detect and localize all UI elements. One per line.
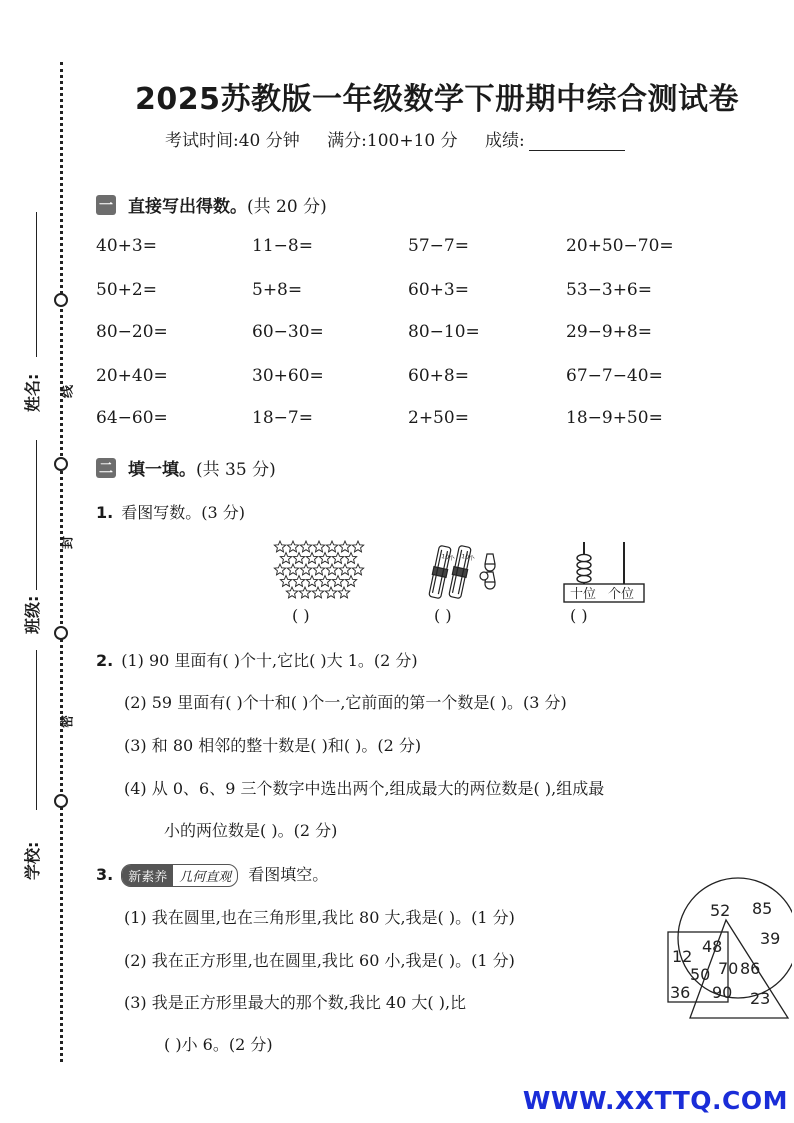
star-icon	[313, 541, 324, 552]
calc-item[interactable]: 5+8=	[252, 280, 303, 300]
calc-item[interactable]: 50+2=	[96, 280, 157, 300]
abacus-figure	[560, 538, 648, 608]
q3-line	[96, 862, 328, 887]
venn-num: 36	[670, 983, 691, 1002]
star-icon	[326, 564, 337, 575]
star-icon	[300, 564, 311, 575]
section-1-badge: 一	[96, 195, 116, 215]
q2-sub-1[interactable]: (1) 90 里面有( )个十,它比( )大 1。(2 分)	[121, 651, 418, 670]
section-2-points: (共 35 分)	[196, 460, 276, 480]
star-icon	[274, 541, 285, 552]
q3-tag-b: 几何直观	[179, 870, 232, 885]
q3-tag-a: 新素养	[122, 865, 173, 886]
venn-num: 52	[710, 901, 731, 920]
calc-item[interactable]: 57−7=	[408, 236, 469, 256]
section-2-header	[96, 455, 276, 480]
calc-item[interactable]: 20+50−70=	[566, 236, 674, 256]
calc-item[interactable]: 2+50=	[408, 408, 469, 428]
abacus-tens-label: 十位	[570, 587, 597, 602]
bundles-figure	[424, 540, 508, 604]
q3-number: 3.	[96, 865, 114, 884]
q1-number: 1.	[96, 503, 114, 522]
calc-item[interactable]: 11−8=	[252, 236, 313, 256]
star-icon	[352, 564, 363, 575]
star-icon	[300, 541, 311, 552]
star-icon	[345, 576, 356, 587]
star-icon	[319, 553, 330, 564]
bundle-label: 10个	[440, 552, 456, 563]
q3-text: 看图填空。	[248, 865, 329, 884]
binding-dotted-line	[60, 62, 63, 1062]
venn-num: 85	[752, 899, 773, 918]
q2-line-5[interactable]: 小的两位数是( )。(2 分)	[164, 821, 338, 840]
section-1-header	[96, 192, 327, 217]
star-icon	[312, 587, 323, 598]
q3-line-4[interactable]: ( )小 6。(2 分)	[164, 1035, 273, 1054]
star-icon	[325, 587, 336, 598]
calc-item[interactable]: 60+8=	[408, 366, 469, 386]
q3-line-2[interactable]: (2) 我在正方形里,也在圆里,我比 60 小,我是( )。(1 分)	[124, 951, 515, 970]
star-icon	[338, 587, 349, 598]
calc-item[interactable]: 67−7−40=	[566, 366, 663, 386]
seal-char-line: 线	[60, 385, 76, 399]
name-field-line[interactable]	[36, 212, 37, 357]
stars-answer-blank[interactable]: ( )	[292, 606, 310, 625]
venn-num: 12	[672, 947, 693, 966]
calc-item[interactable]: 60−30=	[252, 322, 324, 342]
q3-tag	[121, 864, 238, 887]
calc-item[interactable]: 18−9+50=	[566, 408, 663, 428]
calc-item[interactable]: 80−20=	[96, 322, 168, 342]
school-field-line[interactable]	[36, 650, 37, 810]
q3-line-3[interactable]: (3) 我是正方形里最大的那个数,我比 40 大( ),比	[124, 993, 467, 1012]
score-label: 成绩:	[485, 131, 525, 151]
section-1-points: (共 20 分)	[247, 197, 327, 217]
venn-num: 90	[712, 983, 733, 1002]
abacus-answer-blank[interactable]: ( )	[570, 606, 588, 625]
calc-item[interactable]: 60+3=	[408, 280, 469, 300]
q1-line	[96, 500, 245, 523]
venn-num: 48	[702, 937, 723, 956]
star-icon	[286, 587, 297, 598]
school-field-label: 学校:	[23, 841, 42, 880]
venn-num: 50	[690, 965, 711, 984]
name-field-label: 姓名:	[23, 373, 42, 412]
venn-num: 70	[718, 959, 739, 978]
star-icon	[332, 576, 343, 587]
star-icon	[306, 576, 317, 587]
calc-item[interactable]: 20+40=	[96, 366, 168, 386]
section-2-title: 填一填。	[128, 460, 196, 480]
seal-char-seal: 封	[60, 536, 76, 550]
star-icon	[319, 576, 330, 587]
calc-item[interactable]: 80−10=	[408, 322, 480, 342]
q2-number: 2.	[96, 651, 114, 670]
calc-item[interactable]: 64−60=	[96, 408, 168, 428]
score-blank[interactable]	[529, 133, 625, 151]
q2-line-1	[96, 648, 418, 671]
star-icon	[352, 541, 363, 552]
q2-line-3[interactable]: (3) 和 80 相邻的整十数是( )和( )。(2 分)	[124, 736, 422, 755]
calc-item[interactable]: 40+3=	[96, 236, 157, 256]
star-icon	[274, 564, 285, 575]
venn-num: 39	[760, 929, 781, 948]
venn-figure	[664, 876, 792, 1022]
q2-line-4[interactable]: (4) 从 0、6、9 三个数字中选出两个,组成最大的两位数是( ),组成最	[124, 779, 605, 798]
q3-line-1[interactable]: (1) 我在圆里,也在三角形里,我比 80 大,我是( )。(1 分)	[124, 908, 515, 927]
star-icon	[293, 576, 304, 587]
exam-info	[165, 126, 647, 151]
stars-figure	[272, 540, 382, 602]
exam-time: 考试时间:40 分钟	[165, 131, 300, 151]
calc-item[interactable]: 18−7=	[252, 408, 313, 428]
binding-hole	[54, 794, 68, 808]
star-icon	[280, 553, 291, 564]
abacus-ones-label: 个位	[608, 587, 635, 602]
star-icon	[326, 541, 337, 552]
calc-item[interactable]: 53−3+6=	[566, 280, 652, 300]
star-icon	[339, 564, 350, 575]
star-icon	[339, 541, 350, 552]
exam-full-score: 满分:100+10 分	[327, 131, 458, 151]
star-icon	[293, 553, 304, 564]
star-icon	[313, 564, 324, 575]
bundles-answer-blank[interactable]: ( )	[434, 606, 452, 625]
binding-hole	[54, 626, 68, 640]
seal-char-secret: 密	[60, 715, 76, 729]
star-icon	[280, 576, 291, 587]
bundle-label: 10个	[460, 552, 476, 563]
star-icon	[299, 587, 310, 598]
star-icon	[332, 553, 343, 564]
binding-hole	[54, 457, 68, 471]
section-2-badge: 二	[96, 458, 116, 478]
venn-num: 23	[750, 989, 771, 1008]
star-icon	[345, 553, 356, 564]
q2-line-2[interactable]: (2) 59 里面有( )个十和( )个一,它前面的第一个数是( )。(3 分)	[124, 693, 567, 712]
star-icon	[306, 553, 317, 564]
star-icon	[287, 564, 298, 575]
class-field-label: 班级:	[23, 595, 42, 634]
binding-hole	[54, 293, 68, 307]
calc-item[interactable]: 29−9+8=	[566, 322, 652, 342]
calc-item[interactable]: 30+60=	[252, 366, 324, 386]
venn-num: 86	[740, 959, 761, 978]
star-icon	[287, 541, 298, 552]
page-title: 2025苏教版一年级数学下册期中综合测试卷	[135, 82, 739, 117]
section-1-title: 直接写出得数。	[128, 197, 247, 217]
site-watermark: WWW.XXTTQ.COM	[522, 1086, 788, 1115]
q1-text: 看图写数。(3 分)	[121, 503, 245, 522]
class-field-line[interactable]	[36, 440, 37, 590]
